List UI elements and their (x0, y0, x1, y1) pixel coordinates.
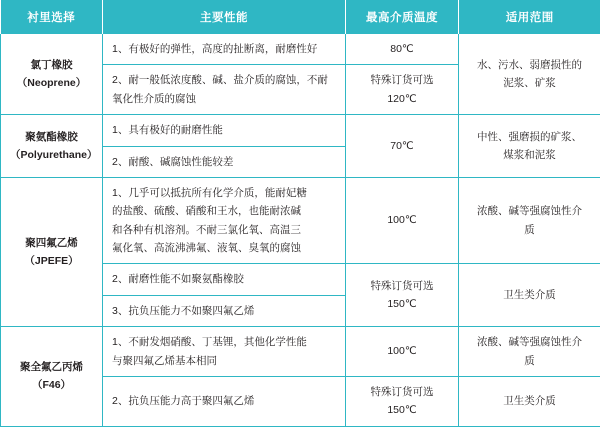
cell-lining-name (1, 177, 103, 326)
column-header-scope: 适用范围 (459, 0, 600, 34)
lining-name-cn: 聚全氟乙丙烯 (20, 361, 83, 373)
cell-scope (459, 327, 600, 377)
cell-lining-name (1, 34, 103, 115)
scope-line-1: 卫生类介质 (503, 395, 556, 408)
cell-performance: 2、耐酸、碱腐蚀性能较差 (103, 146, 346, 177)
performance-line-4: 氟化氧、高流沸沸氟、液氧、臭氧的腐蚀 (112, 242, 301, 254)
cell-performance (103, 327, 346, 377)
scope-line-2: 泥浆、矿浆 (503, 77, 556, 90)
table-row (1, 115, 600, 146)
cell-lining-name (1, 115, 103, 178)
temp-value: 70℃ (390, 139, 414, 152)
temp-note: 特殊订货可选 (370, 74, 434, 87)
cell-performance (103, 177, 346, 264)
cell-lining-name (1, 327, 103, 427)
temp-note: 特殊订货可选 (370, 279, 434, 292)
cell-performance: 2、抗负压能力高于聚四氟乙烯 (103, 376, 346, 426)
performance-line-2: 与聚四氟乙烯基本相同 (112, 354, 217, 367)
lining-name-en: （F46） (31, 379, 72, 392)
performance-line-2: 的盐酸、硫酸、硝酸和王水，也能耐浓碱 (112, 205, 301, 218)
scope-line-1: 浓酸、碱等强腐蚀性介 (477, 336, 582, 349)
scope-line-1: 浓酸、碱等强腐蚀性介 (477, 205, 582, 218)
scope-line-1: 中性、强磨损的矿浆、 (477, 130, 582, 143)
cell-max-temp (346, 34, 459, 65)
cell-performance: 3、抗负压能力不如聚四氟乙烯 (103, 295, 346, 326)
table-body (1, 34, 600, 426)
cell-scope (459, 177, 600, 264)
scope-line-1: 卫生类介质 (503, 289, 556, 302)
cell-max-temp (346, 264, 459, 327)
table-header-row (1, 0, 600, 34)
cell-max-temp (346, 115, 459, 178)
cell-performance: 2、耐磨性能不如聚氨酯橡胶 (103, 264, 346, 295)
temp-value: 100℃ (387, 214, 417, 227)
lining-name-en: （Polyurethane） (10, 149, 98, 161)
cell-scope (459, 376, 600, 426)
cell-scope (459, 34, 600, 115)
table-row (1, 177, 600, 264)
lining-name-cn: 聚氨酯橡胶 (25, 130, 78, 143)
temp-value: 80℃ (390, 43, 414, 55)
cell-performance: 1、具有极好的耐磨性能 (103, 115, 346, 146)
lining-name-en: （Neoprene） (16, 77, 87, 90)
table-row (1, 327, 600, 377)
lining-name-cn: 聚四氟乙烯 (25, 236, 78, 249)
column-header-performance: 主要性能 (103, 0, 346, 34)
performance-line-1: 1、几乎可以抵抗所有化学介质，能耐妃糖 (112, 186, 307, 199)
scope-line-2: 质 (524, 354, 535, 367)
scope-line-1: 水、污水、弱磨损性的 (477, 58, 582, 71)
table-header (1, 0, 600, 34)
lining-name-cn: 氯丁橡胶 (30, 58, 73, 71)
cell-performance: 1、有极好的弹性，高度的扯断离，耐磨性好 (103, 34, 346, 65)
lining-name-en: （JPEFE） (24, 255, 79, 267)
performance-line-3: 和各种有机溶剂。不耐三氯化氧、高温三 (112, 223, 301, 236)
cell-max-temp (346, 177, 459, 264)
cell-max-temp (346, 376, 459, 426)
column-header-lining: 衬里选择 (1, 0, 103, 34)
temp-value: 120℃ (387, 92, 417, 105)
cell-performance: 2、耐一般低浓度酸、碱、盐介质的腐蚀，不耐氧化性介质的腐蚀 (103, 65, 346, 115)
cell-scope (459, 115, 600, 178)
scope-line-2: 质 (524, 223, 535, 236)
cell-scope (459, 264, 600, 327)
column-header-max-temp: 最高介质温度 (346, 0, 459, 34)
temp-value: 150℃ (387, 298, 417, 311)
performance-line-1: 1、不耐发烟硝酸、丁基锂，其他化学性能 (112, 336, 307, 349)
cell-max-temp (346, 65, 459, 115)
scope-line-2: 煤浆和泥浆 (503, 149, 556, 161)
temp-value: 150℃ (387, 404, 417, 417)
table-row (1, 34, 600, 65)
cell-max-temp (346, 327, 459, 377)
temp-note: 特殊订货可选 (370, 385, 434, 398)
temp-value: 100℃ (387, 345, 417, 358)
